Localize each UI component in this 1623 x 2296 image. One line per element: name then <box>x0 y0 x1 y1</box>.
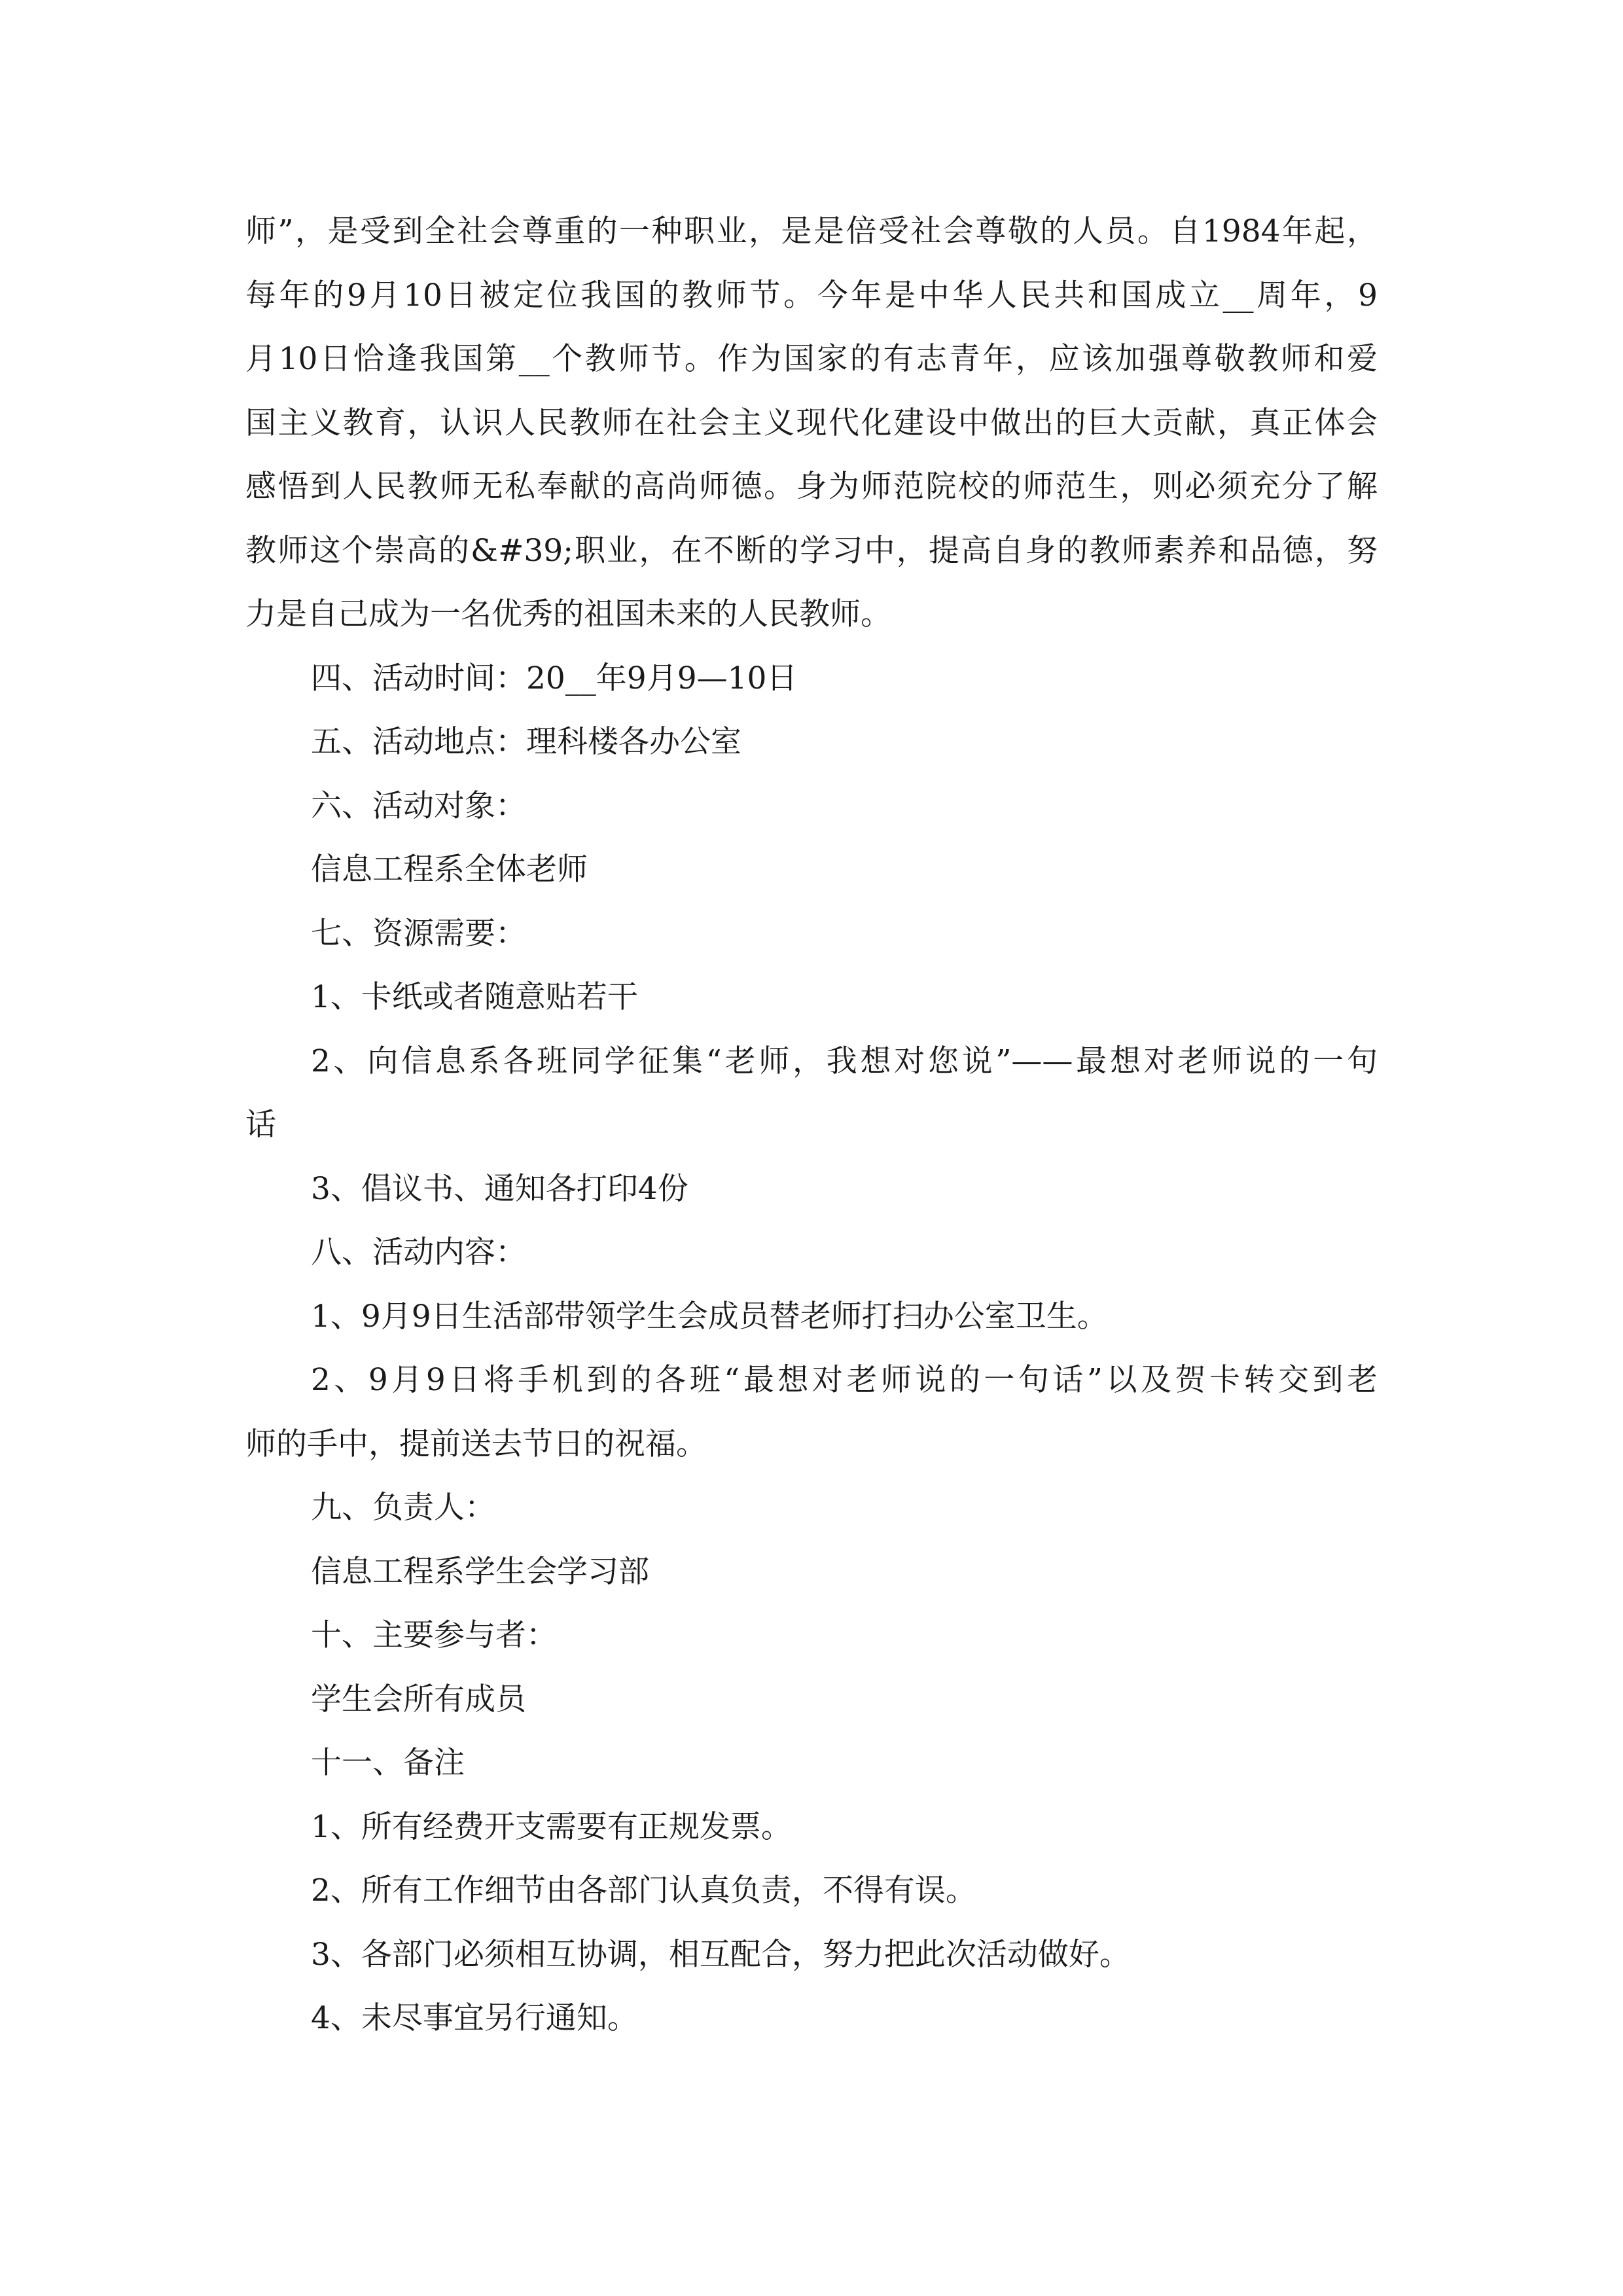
content-item: 2、9月9日将手机到的各班“最想对老师说的一句话”以及贺卡转交到老 <box>311 1362 1378 1398</box>
participants-heading: 十、主要参与者： <box>311 1617 557 1653</box>
intro-line: 教师这个崇高的&#39;职业，在不断的学习中，提高自身的教师素养和品德，努 <box>245 532 1378 569</box>
content-item: 1、9月9日生活部带领学生会成员替老师打扫办公室卫生。 <box>311 1298 1108 1335</box>
target-heading: 六、活动对象： <box>311 787 526 824</box>
resources-heading: 七、资源需要： <box>311 915 526 952</box>
participants-value: 学生会所有成员 <box>311 1681 526 1717</box>
target-value: 信息工程系全体老师 <box>311 852 588 888</box>
note-item: 4、未尽事宜另行通知。 <box>311 2000 638 2036</box>
intro-line: 感悟到人民教师无私奉献的高尚师德。身为师范院校的师范生，则必须充分了解 <box>245 469 1378 505</box>
intro-line: 每年的9月10日被定位我国的教师节。今年是中华人民共和国成立__周年，9 <box>245 277 1378 314</box>
content-item-continued: 师的手中，提前送去节日的祝福。 <box>245 1426 707 1462</box>
owner-value: 信息工程系学生会学习部 <box>311 1553 649 1590</box>
notes-heading: 十一、备注 <box>311 1745 465 1781</box>
document-body <box>245 200 1378 2051</box>
resource-item-continued: 话 <box>245 1107 276 1143</box>
note-item: 1、所有经费开支需要有正规发票。 <box>311 1808 792 1845</box>
activity-time: 四、活动时间：20__年9月9—10日 <box>311 660 798 696</box>
activity-place: 五、活动地点：理科楼各办公室 <box>311 724 741 760</box>
resource-item: 3、倡议书、通知各打印4份 <box>311 1170 688 1207</box>
note-item: 2、所有工作细节由各部门认真负责，不得有误。 <box>311 1873 976 1909</box>
resource-item: 1、卡纸或者随意贴若干 <box>311 979 638 1015</box>
intro-paragraph <box>245 200 1378 647</box>
resource-item: 2、向信息系各班同学征集“老师，我想对您说”——最想对老师说的一句 <box>311 1043 1378 1079</box>
content-heading: 八、活动内容： <box>311 1234 526 1270</box>
intro-line: 师”，是受到全社会尊重的一种职业，是是倍受社会尊敬的人员。自1984年起， <box>245 213 1378 249</box>
owner-heading: 九、负责人： <box>311 1490 495 1526</box>
note-item: 3、各部门必须相互协调，相互配合，努力把此次活动做好。 <box>311 1936 1130 1973</box>
intro-line: 力是自己成为一名优秀的祖国未来的人民教师。 <box>245 596 891 632</box>
intro-line: 月10日恰逢我国第__个教师节。作为国家的有志青年，应该加强尊敬教师和爱 <box>245 341 1378 377</box>
intro-line: 国主义教育，认识人民教师在社会主义现代化建设中做出的巨大贡献，真正体会 <box>245 404 1378 441</box>
